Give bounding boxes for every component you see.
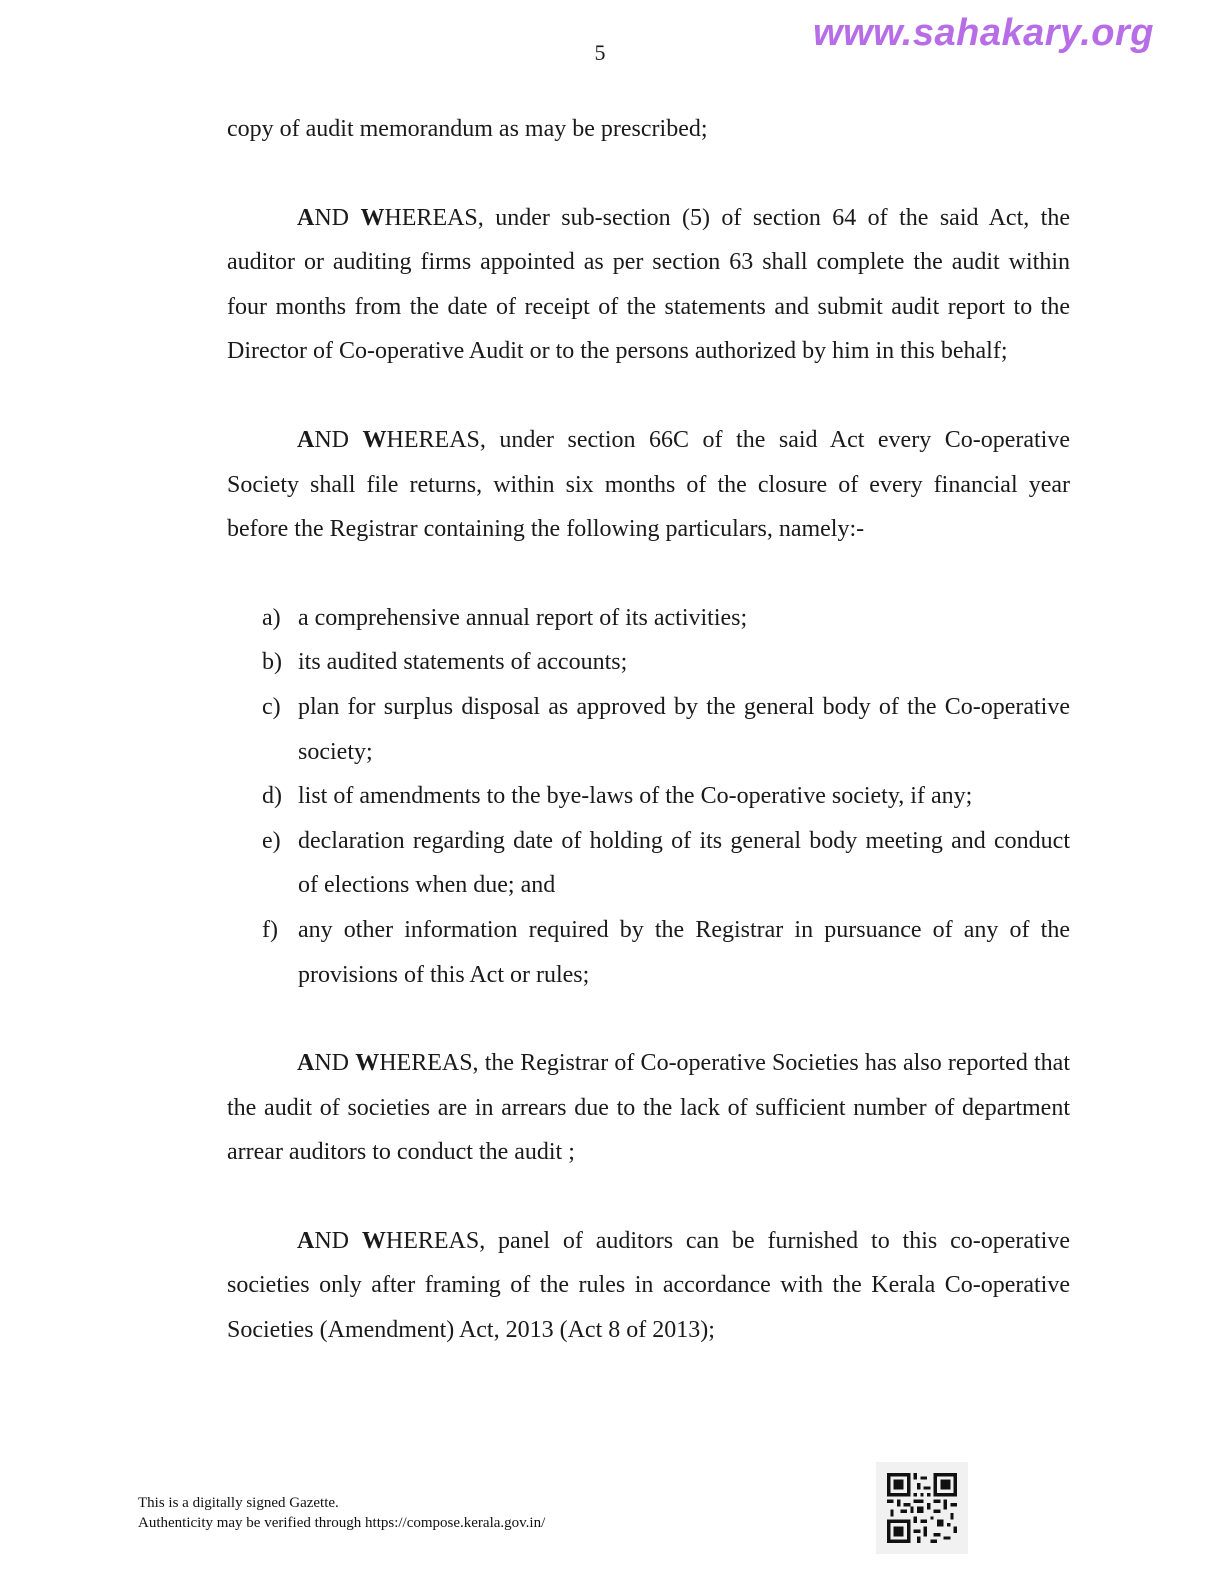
list-item: c) plan for surplus disposal as approved by the general body of the Co-operative society;: [262, 693, 1070, 765]
watermark-link[interactable]: www.sahakary.org: [813, 12, 1154, 54]
footer-line-2: Authenticity may be verified through https://compose.kerala.gov.in/: [138, 1515, 546, 1531]
list-item: f) any other information required by the Registrar in pursuance of any of the provisions of this Act or rules;: [262, 916, 1070, 988]
paragraph-3: AND WHEREAS, under section 66C of the said Act every Co-operative Society shall file returns, within six months of the closure of every financial year before the Registrar containing the following particulars, namely:-: [227, 426, 1070, 543]
paragraph-5: AND WHEREAS, panel of auditors can be furnished to this co-operative societies only after framing of the rules in accordance with the Kerala Co-operative Societies (Amendment) Act, 2013 (Act 8 of 2013);: [227, 1227, 1070, 1344]
qr-code-icon[interactable]: [876, 1462, 968, 1554]
list-item: a) a comprehensive annual report of its activities;: [262, 604, 748, 631]
particulars-list: [227, 596, 1070, 997]
page-number: 5: [594, 40, 606, 65]
list-item: d) list of amendments to the bye-laws of the Co-operative society, if any;: [262, 783, 973, 810]
qr-code-graphic: [887, 1473, 957, 1543]
list-item: b) its audited statements of accounts;: [262, 649, 628, 676]
list-item: e) declaration regarding date of holding of its general body meeting and conduct of elections when due; and: [262, 827, 1070, 899]
gazette-verification-note: [138, 1493, 545, 1533]
footer-line-1: This is a digitally signed Gazette.: [138, 1495, 339, 1511]
paragraph-4: AND WHEREAS, the Registrar of Co-operative Societies has also reported that the audit of societies are in arrears due to the lack of sufficient number of department arrear auditors to conduct the audit ;: [227, 1050, 1071, 1166]
paragraph-2: AND WHEREAS, under sub-section (5) of section 64 of the said Act, the auditor or auditing firms appointed as per section 63 shall complete the audit within four months from the date of receipt of the statements and submit audit report to the Director of Co-operative Audit or to the persons authorized by him in this behalf;: [227, 204, 1070, 365]
document-body: [227, 107, 1070, 1353]
paragraph-1: copy of audit memorandum as may be prescribed;: [227, 116, 708, 142]
